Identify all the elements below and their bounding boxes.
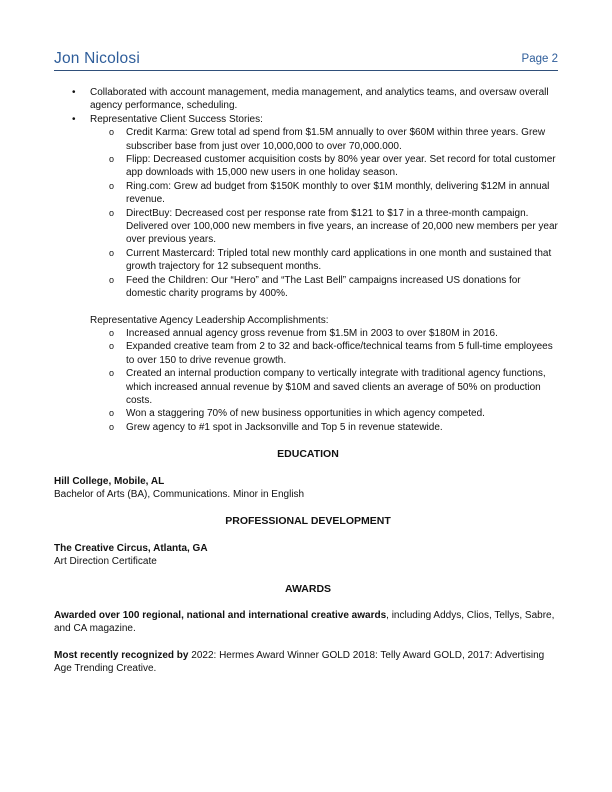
experience-list bbox=[54, 86, 562, 126]
awards-p2-rest: 2022: Hermes Award Winner GOLD 2018: Telly Award GOLD, 2017: Advertising Age Trending Creative. bbox=[54, 649, 545, 675]
resume-body bbox=[54, 86, 562, 676]
leadership-text: Won a staggering 70% of new business opportunities in which agency competed. bbox=[126, 408, 485, 420]
awards-p1-bold: Awarded over 100 regional, national and international creative awards bbox=[54, 610, 387, 621]
leadership-text: Increased annual agency gross revenue from $1.5M in 2003 to over $180M in 2016. bbox=[126, 327, 498, 339]
list-item bbox=[54, 327, 562, 340]
list-item bbox=[54, 367, 562, 407]
leadership-text: Expanded creative team from 2 to 32 and back-office/technical teams from 5 full-time employees to over 150 to drive revenue growth. bbox=[126, 341, 553, 366]
candidate-name: Jon Nicolosi bbox=[54, 50, 140, 67]
list-item bbox=[54, 153, 562, 180]
development-title: PROFESSIONAL DEVELOPMENT bbox=[225, 515, 391, 528]
list-item bbox=[54, 421, 562, 434]
circle-bullet-icon: o bbox=[109, 408, 115, 419]
client-stories-heading: Representative Client Success Stories: bbox=[90, 113, 263, 125]
client-story-text: DirectBuy: Decreased cost per response rate from $121 to $17 in a three-month campaign. Delivered over 100,000 new members in five years, an increase of 20,000 new members per year over previous years. bbox=[126, 207, 558, 246]
awards-p2-bold: Most recently recognized by bbox=[54, 649, 189, 661]
leadership-text: Grew agency to #1 spot in Jacksonville and Top 5 in revenue statewide. bbox=[126, 421, 443, 433]
education-title: EDUCATION bbox=[277, 448, 339, 461]
list-item bbox=[54, 180, 562, 207]
development-cert: Art Direction Certificate bbox=[54, 556, 157, 568]
list-item bbox=[54, 274, 562, 301]
page-number: Page 2 bbox=[521, 53, 558, 65]
client-story-text: Feed the Children: Our “Hero” and “The Last Bell” campaigns increased US donations for domestic charity programs by 400%. bbox=[126, 274, 521, 300]
experience-bullet-text: Collaborated with account management, media management, and analytics teams, and oversaw overall agency performance, scheduling. bbox=[90, 87, 549, 112]
awards-p1-rest: , including Addys, Clios, Tellys, Sabre, and CA magazine. bbox=[54, 610, 555, 635]
leadership-list bbox=[54, 327, 562, 434]
client-story-text: Current Mastercard: Tripled total new monthly card applications in one month and sustained that growth trajectory for 12 subsequent months. bbox=[126, 247, 552, 273]
education-degree: Bachelor of Arts (BA), Communications. Minor in English bbox=[54, 488, 305, 500]
circle-bullet-icon: o bbox=[109, 127, 115, 138]
leadership-text: Created an internal production company to vertically integrate with traditional agency functions, which increased annual revenue by $10M and saved clients an average of 50% on production costs. bbox=[126, 368, 546, 406]
circle-bullet-icon: o bbox=[109, 247, 115, 258]
development-school: The Creative Circus, Atlanta, GA bbox=[54, 542, 208, 554]
list-item bbox=[54, 126, 562, 153]
education-school: Hill College, Mobile, AL bbox=[54, 475, 165, 487]
circle-bullet-icon: o bbox=[109, 327, 115, 338]
awards-title: AWARDS bbox=[284, 582, 332, 595]
bullet-icon: • bbox=[72, 113, 76, 125]
bullet-icon: • bbox=[72, 87, 76, 98]
circle-bullet-icon: o bbox=[109, 207, 115, 218]
client-story-text: Credit Karma: Grew total ad spend from $1.5M annually to over $60M within three years. Grew subscriber base from just over 10,000,000 to over 70,000.000. bbox=[126, 127, 546, 152]
awards-paragraph-2 bbox=[54, 649, 562, 676]
list-item bbox=[54, 340, 562, 367]
circle-bullet-icon: o bbox=[109, 180, 115, 191]
circle-bullet-icon: o bbox=[109, 154, 115, 165]
circle-bullet-icon: o bbox=[109, 368, 115, 379]
list-item bbox=[54, 113, 562, 126]
leadership-heading: Representative Agency Leadership Accomplishments: bbox=[90, 314, 329, 326]
list-item bbox=[54, 247, 562, 274]
list-item bbox=[54, 407, 562, 420]
circle-bullet-icon: o bbox=[109, 274, 115, 285]
circle-bullet-icon: o bbox=[109, 341, 115, 352]
list-item bbox=[54, 86, 562, 113]
page-header bbox=[54, 50, 558, 71]
awards-paragraph-1 bbox=[54, 609, 562, 636]
client-story-text: Flipp: Decreased customer acquisition costs by 80% year over year. Set record for total customer app downloads with 15,000 new users in one holiday season. bbox=[126, 154, 556, 179]
client-story-text: Ring.com: Grew ad budget from $150K monthly to over $1M monthly, delivering $12M in annual revenue. bbox=[126, 180, 550, 206]
client-stories-list bbox=[54, 126, 562, 300]
circle-bullet-icon: o bbox=[109, 421, 115, 432]
list-item bbox=[54, 207, 562, 247]
